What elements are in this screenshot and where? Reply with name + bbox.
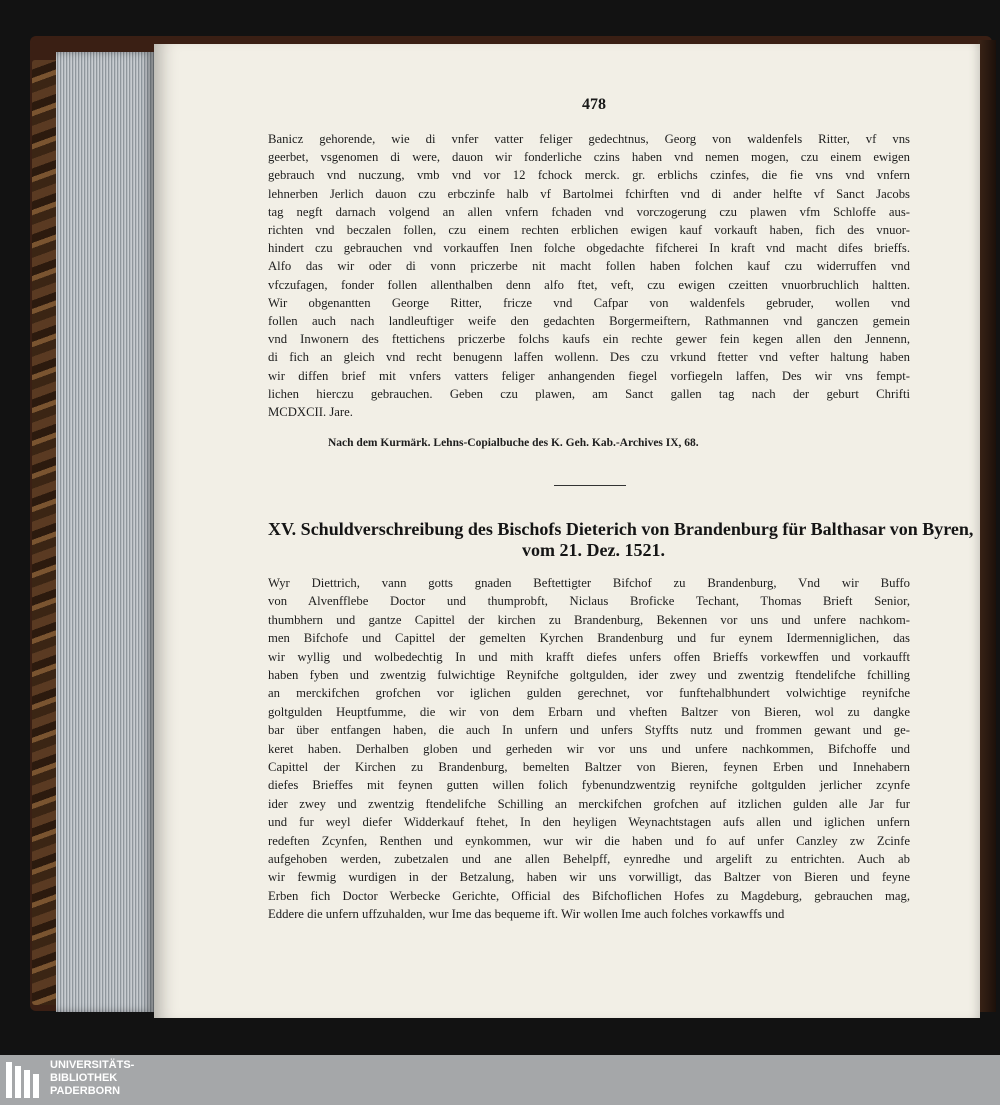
text-line: Wyr Diettrich, vann gotts gnaden Beftettigter Bifchof zu Brandenburg, Vnd wir Buffo <box>268 576 910 590</box>
text-line: thumbhern und gantze Capittel der kirchen zu Brandenburg, Bekennen vor uns und unfere nachkom- <box>268 612 910 627</box>
page-number: 478 <box>582 96 606 113</box>
text-line: aufgehoben werden, zubetzalen und ane allen Behelpff, eynredhe und argelift zu entrichten. Auch ab <box>268 852 910 866</box>
text-line: goltgulden Heuptfumme, die wir von dem Erbarn und vheften Baltzer von Bieren, wol zu dangke <box>268 704 910 719</box>
section-heading: XV. Schuldverschreibung des Bischofs Dieterich von Brandenburg für Balthasar von Byren, <box>268 519 974 539</box>
logo-line-3: PADERBORN <box>50 1085 121 1097</box>
text-line: an merckifchen grofchen vor iglichen gulden gerechnet, vor funftehalbhundert volwichtige reynifche <box>268 686 910 701</box>
text-line: hindert czu gebrauchen vnd vorkauffen Inen folche obgedachte fifcherei In kraft vnd macht difes brieffs. <box>268 241 910 256</box>
text-line: bar über entfangen haben, die auch In unfern und unfers Styffts nutz und frommen gewant und ge- <box>268 723 910 738</box>
page-edges <box>56 52 154 1012</box>
source-note: Nach dem Kurmärk. Lehns-Copialbuche des K. Geh. Kab.-Archives IX, 68. <box>328 437 699 449</box>
text-line: wir wyllig und wolbedechtig In und mith krafft diefes unfers offen Brieffs vorkewffen und vorkaufft <box>268 649 910 664</box>
text-line: diefes Brieffes mit feynen gutten willen folich fybenundzwentzig reynifche goltgulden jerlicher zcynfe <box>268 778 910 793</box>
library-logo-icon <box>4 1060 46 1100</box>
text-line: Wir obgenantten George Ritter, fricze vnd Cafpar von waldenfels gebruder, wollen vnd <box>268 295 910 310</box>
text-line: Eddere die unfern uffzuhalden, wur Ime das bequeme ift. Wir wollen Ime auch folches vorkawffs und <box>268 907 785 922</box>
text-line: MCDXCII. Jare. <box>268 405 353 419</box>
logo-line-2: BIBLIOTHEK <box>50 1072 118 1084</box>
logo-line-1: UNIVERSITÄTS- <box>50 1059 135 1071</box>
text-line: richten vnd beczalen follen, czu einem rechten erblichen ewigen kauf vorkauft haben, fich des vnuor- <box>268 223 910 237</box>
text-line: men Bifchofe und Capittel der gemelten Kyrchen Brandenburg und fur eynem Idermenniglichen, das <box>268 631 910 646</box>
section-divider <box>554 485 626 486</box>
text-line: vnd Inwonern des ftettichens priczerbe folchs kaufs ein rechte gewer fein kegen allen den Jennenn, <box>268 332 910 347</box>
text-line: und fur weyl diefer Widderkauf ftehet, In den heyligen Weynachtstagen aufs allen und iglichen unfern <box>268 815 910 830</box>
text-line: redeften Zcynfen, Renthen und eynkommen, wur wir die haben und fo auf unfer Canzley zw Zcinfe <box>268 833 910 848</box>
text-line: Erben fich Doctor Werbecke Gerichte, Official des Bifchoflichen Hofes zu Magdeburg, gebrauchen mag, <box>268 888 910 903</box>
text-line: Banicz gehorende, wie di vnfer vatter feliger gedechtnus, Georg von waldenfels Ritter, vf vns <box>268 132 910 146</box>
text-line: follen auch nach landleuftiger weife den gedachten Borgermeiftern, Rathmannen vnd ganczen gemein <box>268 314 910 328</box>
text-line: haben fyben und zwentzig fulwichtige Reynifche goltgulden, ider zwey und zwentzig ftendelifche fchilling <box>268 668 910 682</box>
text-line: lichen hierczu gebrauchen. Geben czu plawen, am Sanct gallen tag nach der geburt Chrifti <box>268 386 910 401</box>
text-line: von Alvenfflebe Doctor und thumprobft, Niclaus Broficke Techant, Thomas Brieft Senior, <box>268 594 910 609</box>
library-logo-text <box>50 1059 200 1098</box>
marbled-edge <box>32 60 58 1005</box>
text-line: gebrauch vnd nuczung, vmb vnd vor 12 fchock merck. gr. erblichs czinfes, die fie vns vnd vnfern <box>268 168 910 183</box>
text-line: wir fewmig wurdigen in der Betzalung, haben wir uns vorwilligt, das Baltzer von Bieren und feyne <box>268 870 910 885</box>
book-page <box>154 44 980 1018</box>
text-line: ider zwey und zwentzig ftendelifche Schilling an merckifchen grofchen auf itzlichen gulden alle Jar fur <box>268 796 910 811</box>
text-line: lehnerben Jerlich dauon czu erbczinfe halb vf Bartolmei fchirften vnd di ander helfte vf Sanct Jacobs <box>268 186 910 201</box>
text-line: tag negft darnach volgend an allen vnfern fchaden vnd vorczogerung czu plawen vfm Schloffe aus- <box>268 204 910 219</box>
book-board-right <box>978 40 996 1012</box>
library-footer <box>0 1055 1000 1105</box>
text-line: di fich an gleich vnd recht benugenn laffen wollenn. Des czu vrkund ftetter vnd vefter haltung haben <box>268 350 910 365</box>
text-line: Capittel der Kirchen zu Brandenburg, bemelten Baltzer von Bieren, feynen Erben und Innehabern <box>268 760 910 774</box>
text-line: geerbet, vsgenomen di were, dauon wir fonderliche czins haben vnd nemen mogen, czu einem ewigen <box>268 150 910 165</box>
text-line: Alfo das wir oder di vonn priczerbe nit macht follen haben folchen kauf czu widerruffen vnd <box>268 259 910 274</box>
text-line: wir diffen brief mit vnfers vatters feliger anhangenden fiegel vorfiegeln laffen, Des wir vns fempt- <box>268 368 910 383</box>
section-date: vom 21. Dez. 1521. <box>522 540 665 560</box>
text-line: vfczufagen, fonder follen allenthalben denn alfo ftet, veft, czu ewigen czeitten vnuorbruchlich haltten. <box>268 277 910 292</box>
text-line: keret haben. Derhalben globen und gerheden wir vor uns und unfere nachkommen, Bifchoffe und <box>268 741 910 756</box>
